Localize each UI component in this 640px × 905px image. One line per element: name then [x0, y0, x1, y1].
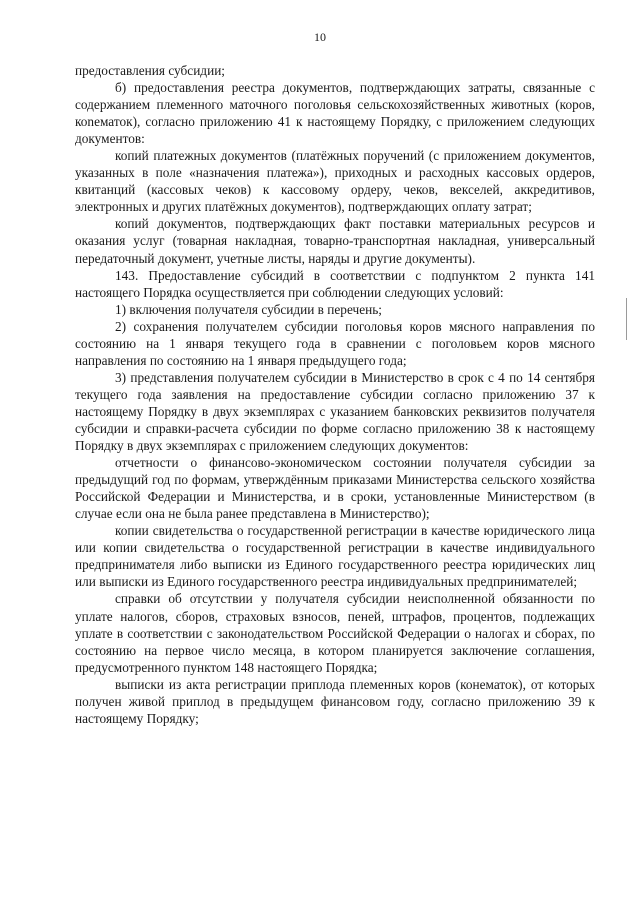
- paragraph: копии свидетельства о государственной регистрации в качестве юридического лица или копии свидетельства о государственной регистрации в качестве индивидуального предпринимателя либо выписки из Единого государственного реестра юридических лиц или выписки из Единого государственного реестра индивидуальных предпринимателей;: [75, 523, 595, 590]
- paragraph: 3) представления получателем субсидии в Министерство в срок с 4 по 14 сентября текущего года заявления на предоставление субсидии согласно приложению 37 к настоящему Порядку в двух экземплярах с указанием банковских реквизитов получателя субсидии и справки-расчета субсидии по форме согласно приложению 38 к настоящему Порядку в двух экземплярах с приложением следующих документов:: [75, 369, 595, 454]
- paragraph: 1) включения получателя субсидии в перечень;: [115, 301, 382, 317]
- paragraph: справки об отсутствии у получателя субсидии неисполненной обязанности по уплате налогов, сборов, страховых взносов, пеней, штрафов, процентов, подлежащих уплате в соответствии с законодательством Российской Федерации о налогах и сборах, по состоянию на первое число месяца, в котором планируется заключение соглашения, предусмотренного пунктом 148 настоящего Порядка;: [75, 591, 595, 675]
- paragraph: б) предоставления реестра документов, подтверждающих затраты, связанные с содержанием племенного маточного поголовья сельскохозяйственных животных (коров, коneматок), согласно приложению 41 к настоящему Порядку, с приложением следующих документов:: [75, 80, 595, 147]
- paragraph: отчетности о финансово-экономическом состоянии получателя субсидии за предыдущий год по формам, утверждённым приказами Министерства сельского хозяйства Российской Федерации и Министерства, и в сроки, установленные Министерством (в случае если она не была ранее представлена в Министерство);: [75, 455, 595, 522]
- page-number: 10: [314, 30, 326, 44]
- paragraph: выписки из акта регистрации приплода племенных коров (конематок), от которых получен живой приплод в предыдущем финансовом году, согласно приложению 39 к настоящему Порядку;: [75, 676, 595, 726]
- paragraph: 2) сохранения получателем субсидии поголовья коров мясного направления по состоянию на 1 января текущего года в сравнении с поголовьем коров мясного направления по состоянию на 1 января предыдущего года;: [75, 318, 595, 368]
- paragraph: копий платежных документов (платёжных поручений (с приложением документов, указанных в поле «назначения платежа»), приходных и расходных кассовых ордеров, квитанций (кассовых чеков) к кассовому ордеру, чеков, векселей, аккредитивов, электронных и других платёжных документов), подтверждающих оплату затрат;: [75, 148, 595, 215]
- body-text: [75, 62, 595, 727]
- paragraph: копий документов, подтверждающих факт поставки материальных ресурсов и оказания услуг (товарная накладная, товарно-транспортная накладная, универсальный передаточный документ, учетные листы, наряды и другие документы).: [75, 216, 595, 266]
- paragraph: 143. Предоставление субсидий в соответствии с подпунктом 2 пункта 141 настоящего Порядка осуществляется при соблюдении следующих условий:: [75, 267, 595, 300]
- paragraph: предоставления субсидии;: [75, 63, 225, 78]
- scan-edge-mark: [626, 298, 627, 340]
